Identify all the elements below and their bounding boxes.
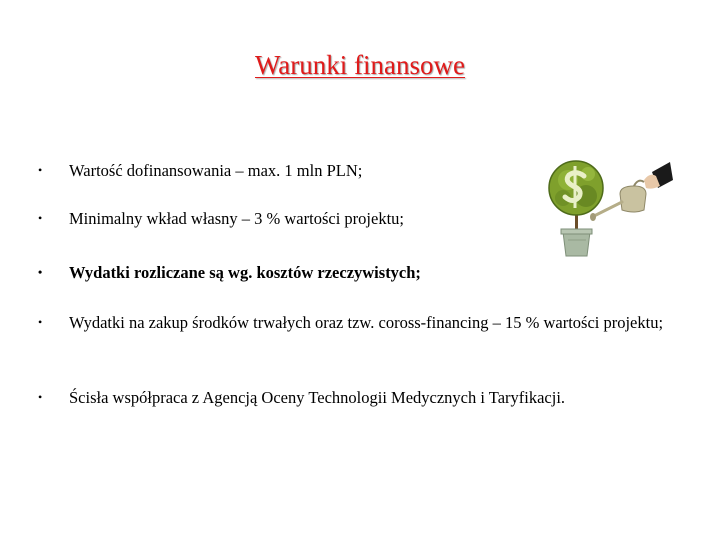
bullet-item-expense-settlement [38, 262, 478, 284]
bullet-text: Minimalny wkład własny – 3 % wartości projektu; [69, 209, 404, 228]
slide-title: Warunki finansowe [254, 50, 465, 80]
money-tree-watering-can-icon [548, 150, 673, 260]
bullet-dot: • [38, 163, 43, 177]
bullet-dot: • [38, 315, 43, 329]
bullet-item-fixed-assets [38, 312, 678, 356]
bullet-text: Ścisła współpraca z Agencją Oceny Technologii Medycznych i Taryfikacji. [69, 388, 566, 407]
bullet-dot: • [38, 390, 43, 404]
bullet-dot: • [38, 265, 43, 279]
bullet-text: Wydatki rozliczane są wg. kosztów rzeczywistych; [69, 263, 421, 282]
bullet-item-agency-cooperation [38, 387, 678, 409]
bullet-item-own-contribution [38, 208, 458, 230]
bullet-text: Wartość dofinansowania – max. 1 mln PLN; [69, 161, 363, 180]
bullet-text: Wydatki na zakup środków trwałych oraz tzw. coross-financing – 15 % wartości projektu; [69, 313, 664, 332]
bullet-dot: • [38, 211, 43, 225]
bullet-item-funding-value [38, 160, 418, 182]
